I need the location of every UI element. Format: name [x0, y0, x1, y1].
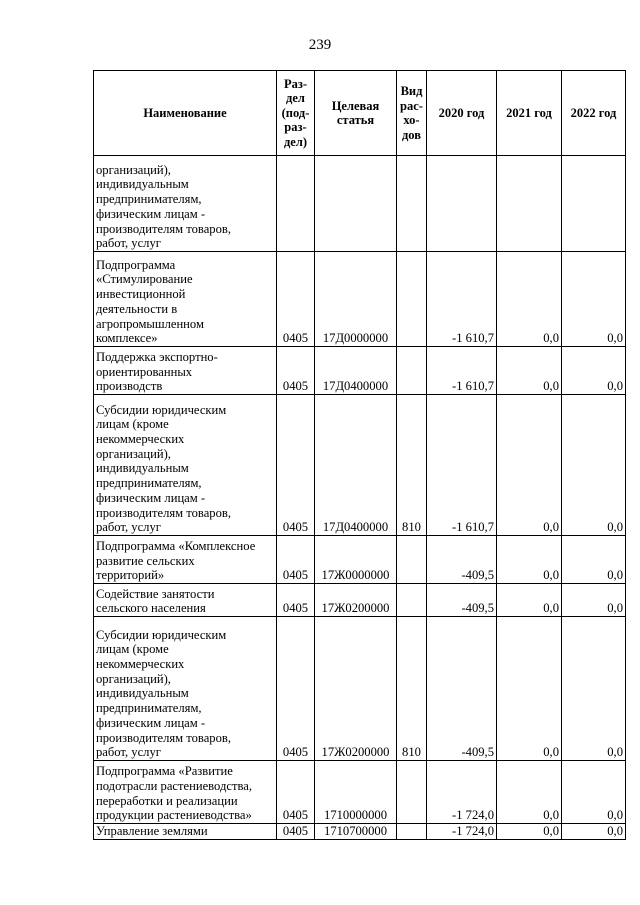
row-2022: 0,0: [562, 347, 626, 395]
table-row: [94, 395, 626, 536]
header-expense-text: Вид рас- хо- дов: [400, 84, 423, 142]
header-expense: [397, 71, 427, 156]
row-target: 17Ж0200000: [315, 617, 397, 761]
header-target-text: Целевая статья: [331, 98, 380, 127]
row-expense: [397, 824, 427, 840]
row-name: Управление землями: [94, 824, 277, 840]
row-expense: [397, 252, 427, 347]
row-2021: 0,0: [497, 395, 562, 536]
budget-table: [93, 70, 626, 840]
row-2020: -1 610,7: [427, 395, 497, 536]
row-2020: -1 610,7: [427, 347, 497, 395]
row-2021: 0,0: [497, 761, 562, 824]
table-row: [94, 347, 626, 395]
row-expense: 810: [397, 395, 427, 536]
row-name: Подпрограмма «Стимулирование инвестиционной деятельности в агропромышленном комплексе»: [94, 252, 277, 347]
row-section: 0405: [277, 252, 315, 347]
header-section: [277, 71, 315, 156]
row-name: Подпрограмма «Развитие подотрасли растениеводства, переработки и реализации продукции растениеводства»: [94, 761, 277, 824]
row-expense: [397, 584, 427, 617]
row-name: Содействие занятости сельского населения: [94, 584, 277, 617]
table-row: [94, 584, 626, 617]
header-name: Наименование: [94, 71, 277, 156]
table-row: [94, 252, 626, 347]
row-expense: [397, 156, 427, 252]
header-section-text: Раз- дел (под- раз- дел): [281, 76, 310, 149]
row-target: 17Д0000000: [315, 252, 397, 347]
row-expense: [397, 536, 427, 584]
header-2020: 2020 год: [427, 71, 497, 156]
row-name: Субсидии юридическим лицам (кроме некоммерческих организаций), индивидуальным предпринимателям, физическим лицам - производителям товаров, работ, услуг: [94, 617, 277, 761]
table-header-row: [94, 71, 626, 156]
row-section: 0405: [277, 824, 315, 840]
row-target: 1710700000: [315, 824, 397, 840]
row-section: 0405: [277, 395, 315, 536]
row-2020: -409,5: [427, 617, 497, 761]
row-target: 1710000000: [315, 761, 397, 824]
row-2021: 0,0: [497, 824, 562, 840]
row-2022: 0,0: [562, 824, 626, 840]
header-2021: 2021 год: [497, 71, 562, 156]
header-target: [315, 71, 397, 156]
row-section: [277, 156, 315, 252]
table-row: [94, 617, 626, 761]
row-2021: 0,0: [497, 347, 562, 395]
row-expense: 810: [397, 617, 427, 761]
row-2022: 0,0: [562, 617, 626, 761]
row-2022: [562, 156, 626, 252]
row-2020: -1 724,0: [427, 824, 497, 840]
row-section: 0405: [277, 761, 315, 824]
header-2022: 2022 год: [562, 71, 626, 156]
row-2022: 0,0: [562, 395, 626, 536]
row-2022: 0,0: [562, 252, 626, 347]
row-2022: 0,0: [562, 536, 626, 584]
table-row: [94, 156, 626, 252]
row-2020: -409,5: [427, 536, 497, 584]
row-section: 0405: [277, 536, 315, 584]
row-section: 0405: [277, 617, 315, 761]
row-2020: -1 610,7: [427, 252, 497, 347]
row-2021: 0,0: [497, 252, 562, 347]
row-2020: [427, 156, 497, 252]
row-2021: 0,0: [497, 584, 562, 617]
row-target: 17Д0400000: [315, 347, 397, 395]
row-2020: -1 724,0: [427, 761, 497, 824]
row-section: 0405: [277, 347, 315, 395]
row-expense: [397, 347, 427, 395]
table-row: [94, 824, 626, 840]
row-name: Поддержка экспортно- ориентированных производств: [94, 347, 277, 395]
row-section: 0405: [277, 584, 315, 617]
row-2021: [497, 156, 562, 252]
row-2022: 0,0: [562, 761, 626, 824]
row-2021: 0,0: [497, 536, 562, 584]
page-number: 239: [308, 37, 332, 53]
row-name: Субсидии юридическим лицам (кроме некоммерческих организаций), индивидуальным предпринимателям, физическим лицам - производителям товаров, работ, услуг: [94, 395, 277, 536]
row-target: [315, 156, 397, 252]
table-row: [94, 536, 626, 584]
row-name: организаций), индивидуальным предпринимателям, физическим лицам - производителям товаров, работ, услуг: [94, 156, 277, 252]
row-name: Подпрограмма «Комплексное развитие сельских территорий»: [94, 536, 277, 584]
row-2020: -409,5: [427, 584, 497, 617]
row-2021: 0,0: [497, 617, 562, 761]
row-expense: [397, 761, 427, 824]
row-2022: 0,0: [562, 584, 626, 617]
row-target: 17Ж0200000: [315, 584, 397, 617]
table-row: [94, 761, 626, 824]
row-target: 17Д0400000: [315, 395, 397, 536]
row-target: 17Ж0000000: [315, 536, 397, 584]
